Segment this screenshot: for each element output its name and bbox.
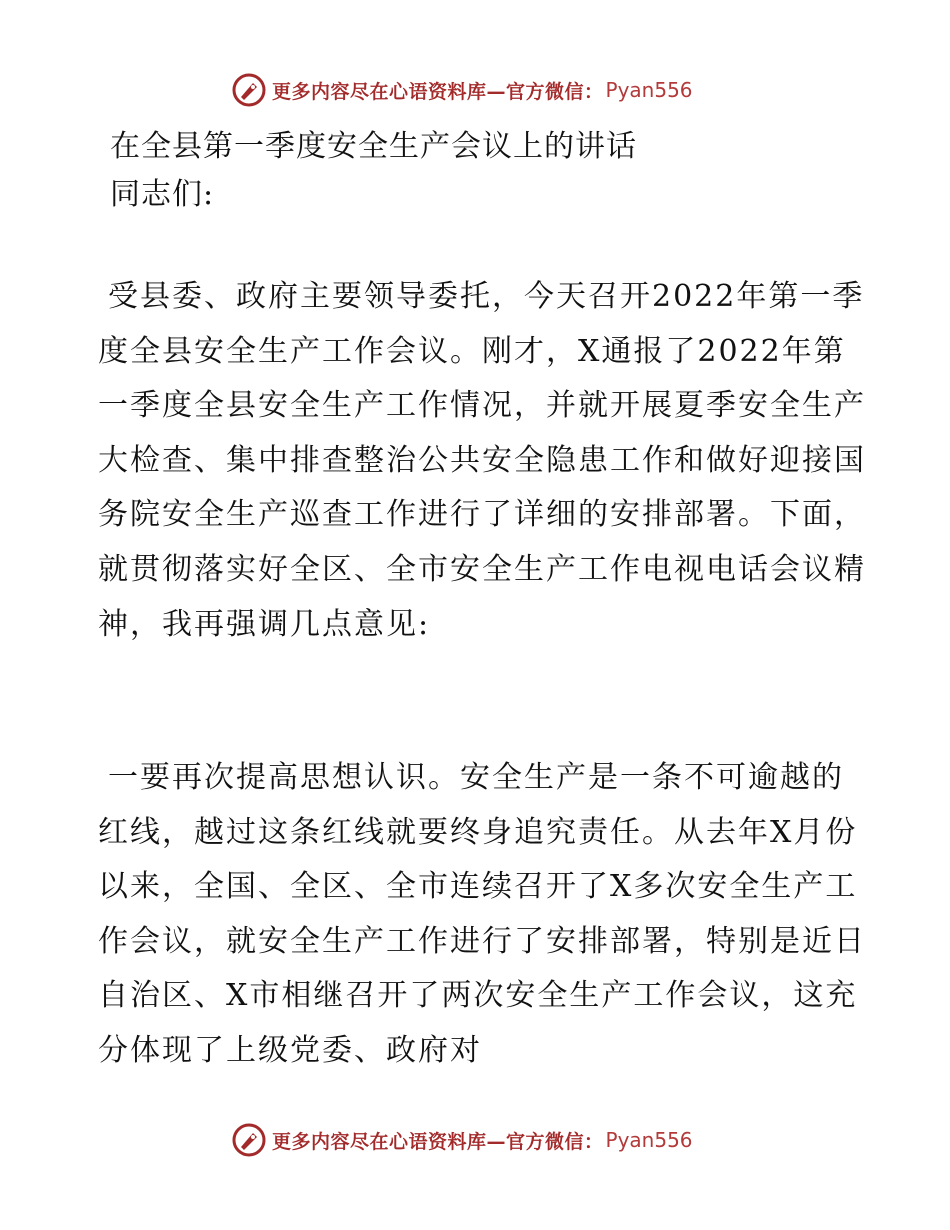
pen-nib-seal-icon <box>232 73 266 107</box>
watermark-wechat-id: Pyan556 <box>605 1128 693 1152</box>
footer-watermark <box>232 1122 693 1158</box>
salutation: 同志们: <box>110 177 215 212</box>
header-watermark <box>232 72 693 108</box>
watermark-wechat-id: Pyan556 <box>605 78 693 102</box>
pen-nib-seal-icon <box>232 1123 266 1157</box>
body-paragraph: 受县委、政府主要领导委托，今天召开2022年第一季度全县安全生产工作会议。刚才，X通报了2022年第一季度全县安全生产工作情况，并就开展夏季安全生产大检查、集中排查整治公共安全隐患工作和做好迎接国务院安全生产巡查工作进行了详细的安排部署。下面，就贯彻落实好全区、全市安全生产工作电视电话会议精神，我再强调几点意见: <box>98 279 866 642</box>
watermark-text: 更多内容尽在心语资料库—官方微信： <box>272 1130 604 1153</box>
watermark-text: 更多内容尽在心语资料库—官方微信： <box>272 80 604 103</box>
document-title: 在全县第一季度安全生产会议上的讲话 <box>110 129 637 164</box>
body-paragraph: 一要再次提高思想认识。安全生产是一条不可逾越的红线，越过这条红线就要终身追究责任。从去年X月份以来，全国、全区、全市连续召开了X多次安全生产工作会议，就安全生产工作进行了安排部署，特别是近日自治区、X市相继召开了两次安全生产工作会议，这充分体现了上级党委、政府对 <box>98 760 866 1068</box>
